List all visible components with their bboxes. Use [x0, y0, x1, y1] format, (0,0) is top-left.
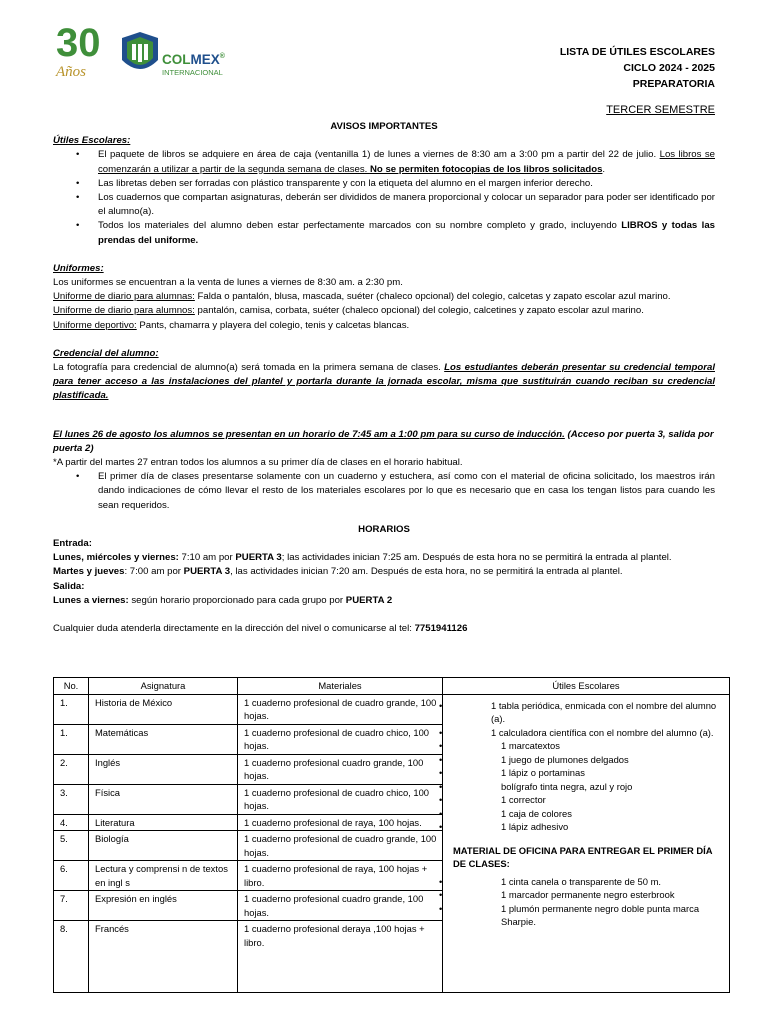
document-header — [560, 44, 715, 92]
row-materiales: 1 cuaderno profesional de cuadro grande, 100 hojas. — [238, 694, 443, 724]
header-utiles: Útiles Escolares — [443, 678, 730, 695]
row-materiales: 1 cuaderno profesional cuadro grande, 100 hojas. — [238, 754, 443, 784]
row-no: 6. — [54, 861, 89, 891]
salida-label: Salida: — [53, 580, 85, 592]
row-no: 4. — [54, 814, 89, 831]
utiles-item: • 1 calculadora científica con el nombre del alumno (a). — [453, 726, 723, 740]
credencial-section-title: Credencial del alumno: — [53, 347, 159, 359]
row-no: 1. — [54, 694, 89, 724]
supplies-table — [53, 677, 730, 993]
row-asignatura: Biología — [89, 831, 238, 861]
row-materiales: 1 cuaderno profesional de cuadro grande, 100 hojas. — [238, 831, 443, 861]
utiles-item: • 1 lápiz o portaminas — [453, 766, 723, 780]
header-no: No. — [54, 678, 89, 695]
office-material-item: • 1 marcador permanente negro esterbrook — [453, 888, 723, 902]
utiles-item: • 1 tabla periódica, enmicada con el nombre del alumno (a). — [453, 699, 723, 726]
logo-30-number: 30 — [56, 21, 101, 65]
notice-notebooks-cover: • Las libretas deben ser forradas con plástico transparente y con la etiqueta del alumno en el margen inferior derecho. — [98, 177, 715, 191]
utiles-item: • 1 marcatextos — [453, 739, 723, 753]
row-asignatura: Francés — [89, 921, 238, 993]
utiles-section-title: Útiles Escolares: — [53, 135, 131, 147]
utiles-list — [453, 699, 723, 834]
entrada-tt: Martes y jueves: 7:00 am por PUERTA 3, las actividades inician 7:20 am. Después de esta hora, no se permitirá la entrada al plantel. — [53, 566, 623, 578]
header-cycle: CICLO 2024 - 2025 — [623, 62, 715, 74]
row-asignatura: Inglés — [89, 754, 238, 784]
avisos-title: AVISOS IMPORTANTES — [330, 121, 438, 132]
table-header-row — [54, 678, 730, 695]
uniform-sports: Uniforme deportivo: Pants, chamarra y playera del colegio, tenis y calcetas blancas. — [53, 319, 410, 331]
row-asignatura: Física — [89, 784, 238, 814]
utiles-notice-list — [53, 148, 715, 247]
row-no: 8. — [54, 921, 89, 993]
induction-notice: El lunes 26 de agosto los alumnos se presentan en un horario de 7:45 am a 1:00 pm para su curso de inducción. (Acceso por puerta 3, salida por puerta 2) — [53, 428, 714, 454]
svg-text:COLMEX® — [162, 52, 226, 67]
notice-books: • El paquete de libros se adquiere en área de caja (ventanilla 1) de lunes a viernes de 8:30 am a 3:00 pm a partir del 22 de julio. Los libros se comenzarán a utilizar a partir de la segunda semana de clases. No se permiten fotocopias de los libros solicitados. — [98, 148, 715, 176]
semester-label: TERCER SEMESTRE — [606, 104, 715, 116]
entrada-label: Entrada: — [53, 538, 92, 550]
uniform-girls: Uniforme de diario para alumnas: Falda o pantalón, blusa, mascada, suéter (chaleco opcional) del colegio, calcetas y zapato escolar azul marino. — [53, 291, 671, 303]
uniformes-sale-hours: Los uniformes se encuentran a la venta de lunes a viernes de 8:30 am. a 2:30 pm. — [53, 277, 403, 289]
row-no: 2. — [54, 754, 89, 784]
logo-reg: ® — [219, 53, 225, 60]
notice-shared-notebooks: • Los cuadernos que compartan asignaturas, deberán ser divididos de manera proporcional y colocar un separador para poder ser identificado por el alumno(a). — [98, 191, 715, 219]
row-no: 3. — [54, 784, 89, 814]
header-title: LISTA DE ÚTILES ESCOLARES — [559, 46, 715, 58]
contact-line: Cualquier duda atenderla directamente en la dirección del nivel o comunicarse al tel: 7751941126 — [53, 623, 468, 635]
header-materiales: Materiales — [238, 678, 443, 695]
induction-list — [53, 470, 715, 513]
utiles-item: • 1 lápiz adhesivo — [453, 820, 723, 834]
document-body — [53, 120, 715, 636]
row-asignatura: Matemáticas — [89, 724, 238, 754]
contact-phone: 7751941126 — [414, 623, 468, 635]
logo-brand-col: COL — [162, 52, 191, 67]
office-material-list — [453, 875, 723, 929]
row-materiales: 1 cuaderno profesional de raya, 100 hojas + libro. — [238, 861, 443, 891]
salida-schedule: Lunes a viernes: según horario proporcionado para cada grupo por PUERTA 2 — [53, 594, 393, 606]
row-materiales: 1 cuaderno profesional de cuadro chico, 100 hojas. — [238, 724, 443, 754]
row-no: 5. — [54, 831, 89, 861]
notice-labeling: • Todos los materiales del alumno deben estar perfectamente marcados con su nombre completo y grado, incluyendo LIBROS y todas las prendas del uniforme. — [98, 219, 715, 247]
utiles-item: • 1 juego de plumones delgados — [453, 753, 723, 767]
utiles-cell — [443, 694, 730, 993]
office-material-item: • 1 cinta canela o transparente de 50 m. — [453, 875, 723, 889]
row-materiales: 1 cuaderno profesional de raya, 100 hojas. — [238, 814, 443, 831]
row-no: 7. — [54, 891, 89, 921]
colmex-logo — [52, 16, 232, 82]
row-asignatura: Historia de México — [89, 694, 238, 724]
row-materiales: 1 cuaderno profesional deraya ,100 hojas + libro. — [238, 921, 443, 993]
first-day-notice: • El primer día de clases presentarse solamente con un cuaderno y estuchera, así como con el material de oficina solicitado, los maestros irán dando indicaciones de cómo llevar el resto de los materiales escolares por lo que es necesario que en casa los tengan listos para cuando les sean requeridos. — [98, 470, 715, 513]
horarios-title: HORARIOS — [358, 523, 410, 535]
credencial-text: La fotografía para credencial de alumno(a) será tomada en la primera semana de clases. Los estudiantes deberán presentar su credencial temporal para tener acceso a las instalaciones del plantel y portarla durante la jornada escolar, misma que sustituirán cuando reciban su credencial plastificada. — [53, 362, 715, 402]
induction-note: *A partir del martes 27 entran todos los alumnos a su primer día de clases en el horario habitual. — [53, 457, 463, 469]
utiles-item: • 1 caja de colores — [453, 807, 723, 821]
row-asignatura: Lectura y comprensi n de textos en ingl s — [89, 861, 238, 891]
logo-brand-mex: MEX — [190, 52, 220, 67]
entrada-mwf: Lunes, miércoles y viernes: 7:10 am por PUERTA 3; las actividades inician 7:25 am. Después de esta hora no se permitirá la entrada al plantel. — [53, 552, 672, 564]
utiles-item: • 1 corrector — [453, 793, 723, 807]
office-material-title: MATERIAL DE OFICINA PARA ENTREGAR EL PRIMER DÍA DE CLASES: — [453, 844, 713, 869]
row-no: 1. — [54, 724, 89, 754]
header-asignatura: Asignatura — [89, 678, 238, 695]
header-level: PREPARATORIA — [632, 78, 715, 90]
uniform-boys: Uniforme de diario para alumnos: pantalón, camisa, corbata, suéter (chaleco opcional) del colegio, calcetines y zapato escolar azul marino. — [53, 305, 644, 317]
row-asignatura: Literatura — [89, 814, 238, 831]
logo-anos-script: Años — [56, 64, 86, 80]
table-row — [54, 694, 730, 724]
logo-subtitle: INTERNACIONAL — [162, 68, 223, 77]
row-materiales: 1 cuaderno profesional cuadro grande, 100 hojas. — [238, 891, 443, 921]
office-material-item: • 1 plumón permanente negro doble punta marca Sharpie. — [453, 902, 723, 929]
row-asignatura: Expresión en inglés — [89, 891, 238, 921]
utiles-item: • bolígrafo tinta negra, azul y rojo — [453, 780, 723, 794]
uniformes-section-title: Uniformes: — [53, 262, 104, 274]
row-materiales: 1 cuaderno profesional de cuadro chico, 100 hojas. — [238, 784, 443, 814]
